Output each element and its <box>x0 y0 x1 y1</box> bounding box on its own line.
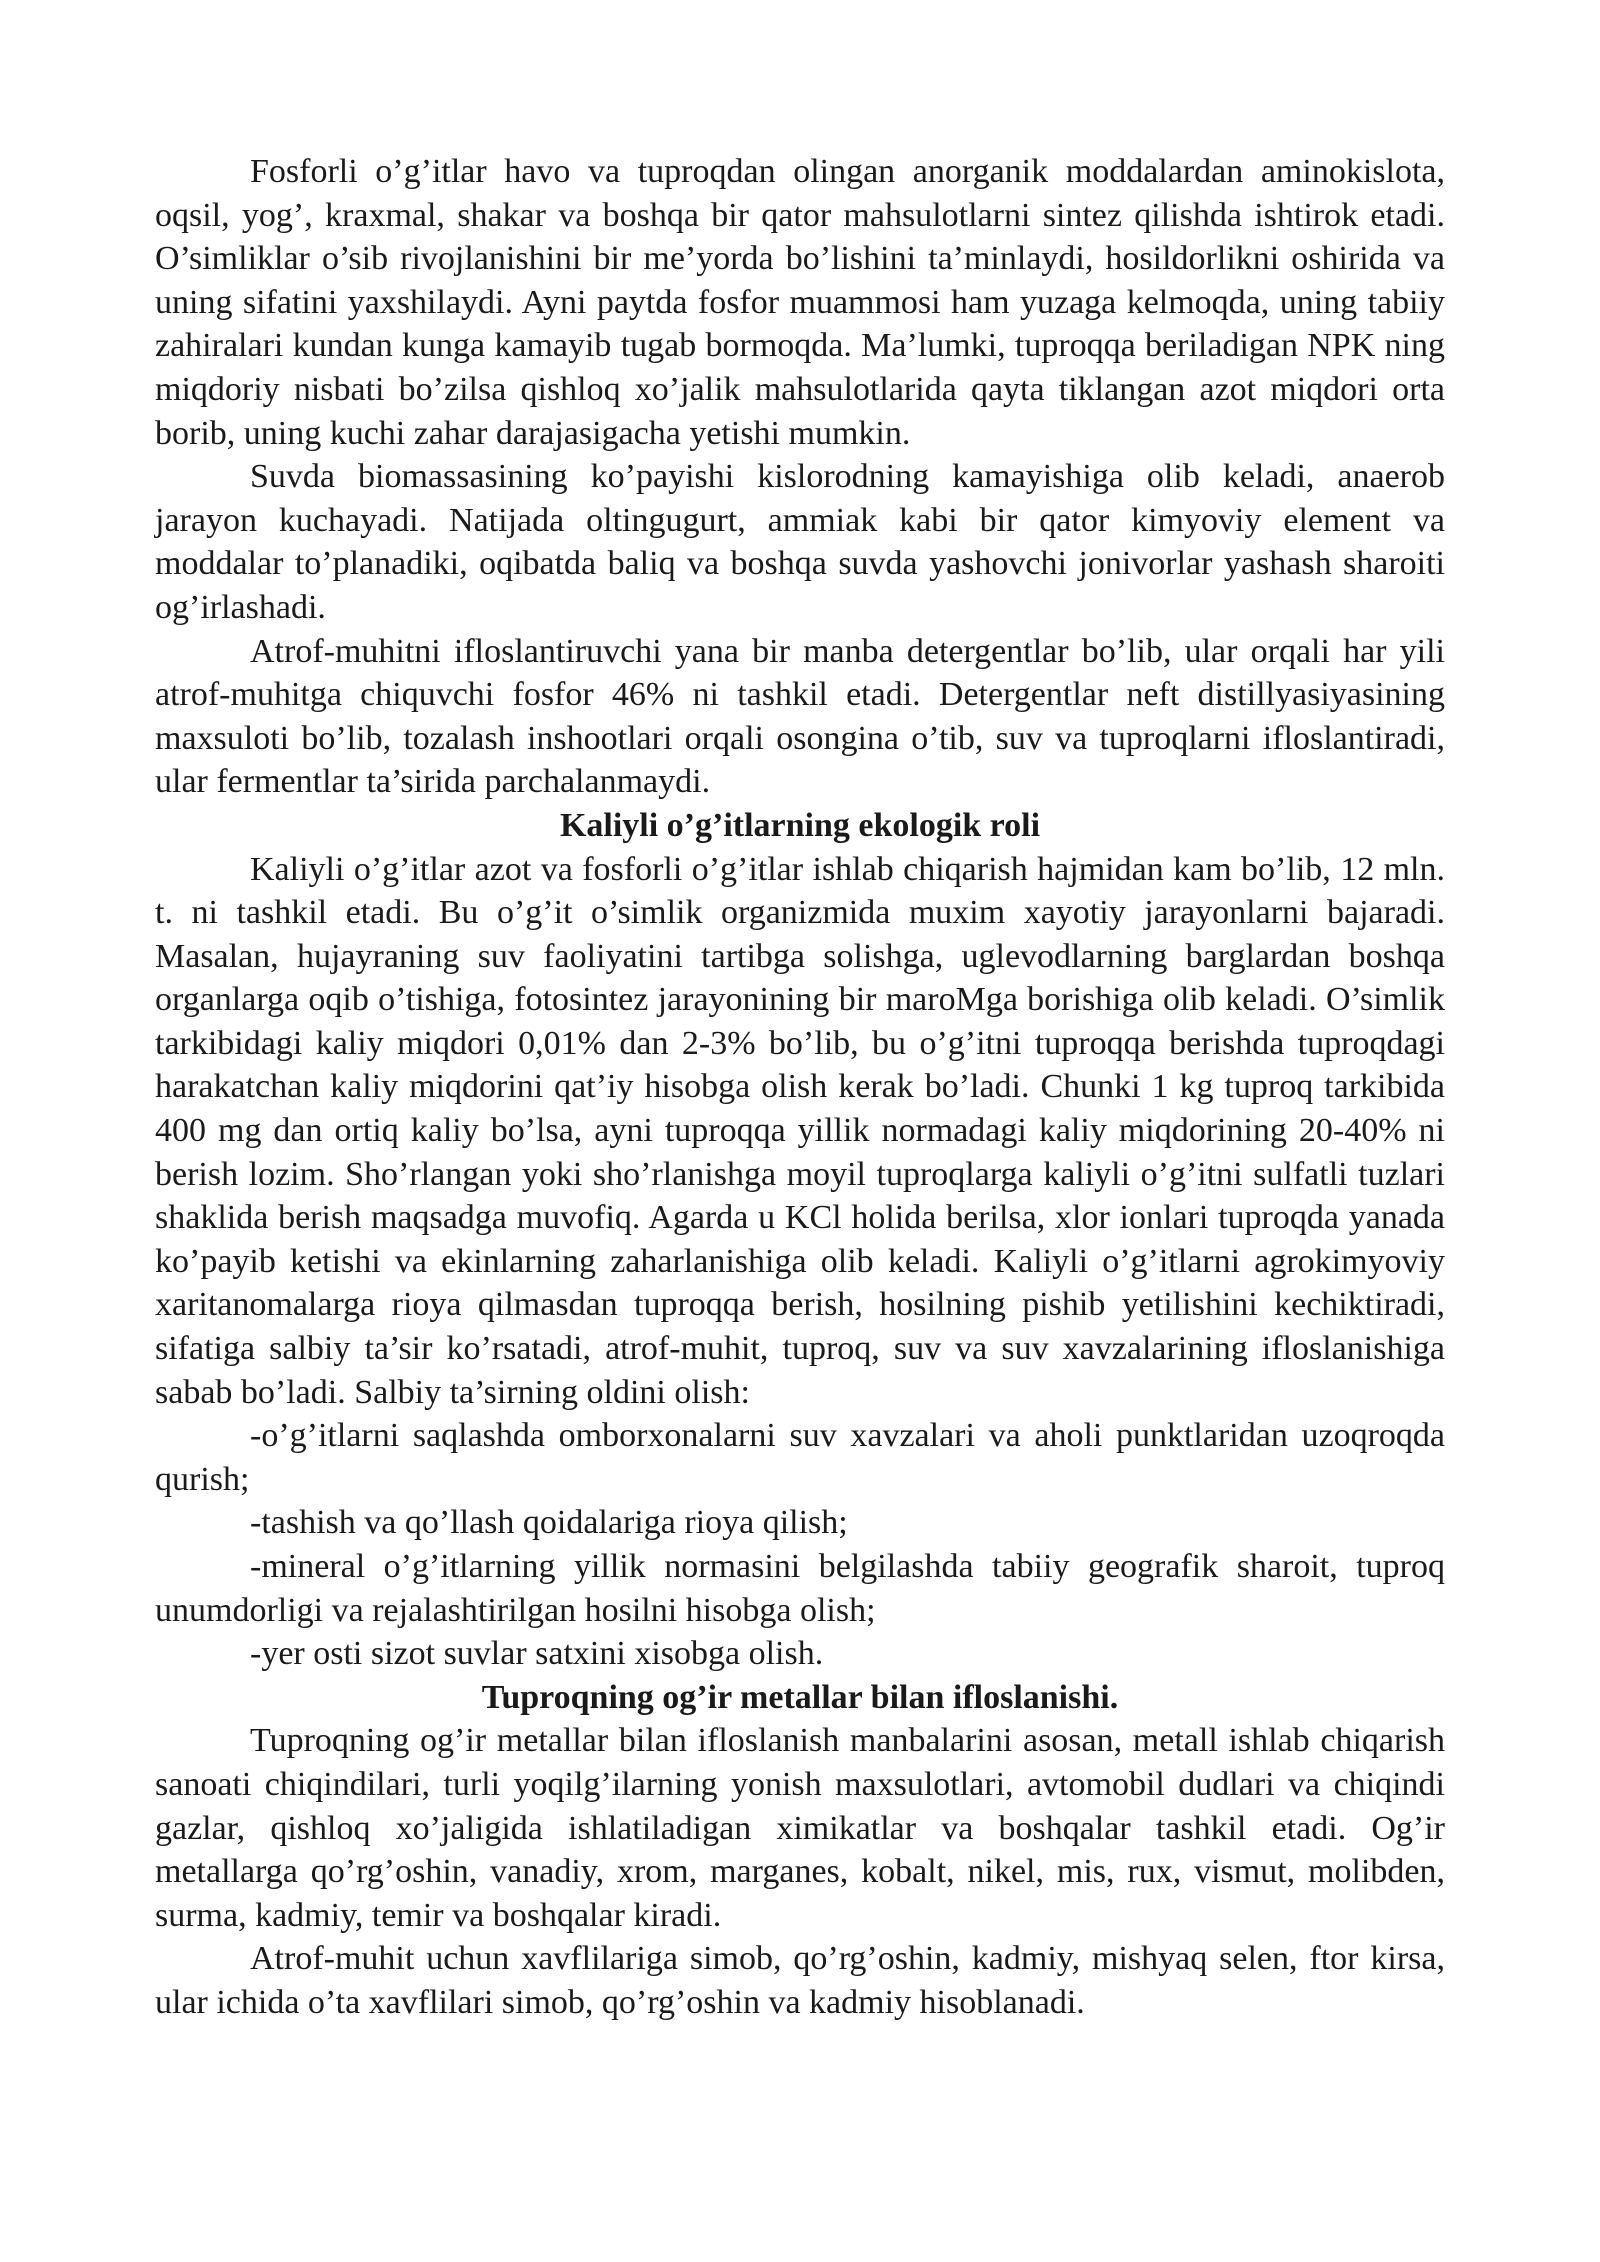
paragraph: Suvda biomassasining ko’payishi kislorodning kamayishiga olib keladi, anaerob jarayon kuchayadi. Natijada oltingugurt, ammiak kabi bir qator kimyoviy element va moddalar to’planadiki, oqibatda baliq va boshqa suvda yashovchi jonivorlar yashash sharoiti og’irlashadi. <box>155 458 1445 626</box>
list-item: -mineral o’g’itlarning yillik normasini belgilashda tabiiy geografik sharoit, tuproq unumdorligi va rejalashtirilgan hosilni hisobga olish; <box>155 1548 1445 1629</box>
section-heading: Tuproqning og’ir metallar bilan ifloslanishi. <box>481 1678 1119 1716</box>
document-page <box>155 150 1445 2025</box>
paragraph: Kaliyli o’g’itlar azot va fosforli o’g’itlar ishlab chiqarish hajmidan kam bo’lib, 12 mln. t. ni tashkil etadi. Bu o’g’it o’simlik organizmida muxim xayotiy jarayonlarni bajaradi. Masalan, hujayraning suv faoliyatini tartibga solishga, uglevodlarning barglardan boshqa organlarga oqib o’tishiga, fotosintez jarayonining bir maroMga borishiga olib keladi. O’simlik tarkibidagi kaliy miqdori 0,01% dan 2-3% bo’lib, bu o’g’itni tuproqqa berishda tuproqdagi harakatchan kaliy miqdorini qat’iy hisobga olish kerak bo’ladi. Chunki 1 kg tuproq tarkibida 400 mg dan ortiq kaliy bo’lsa, ayni tuproqqa yillik normadagi kaliy miqdorining 20-40% ni berish lozim. Sho’rlangan yoki sho’rlanishga moyil tuproqlarga kaliyli o’g’itni sulfatli tuzlari shaklida berish maqsadga muvofiq. Agarda u KCl holida berilsa, xlor ionlari tuproqda yanada ko’payib ketishi va ekinlarning zaharlanishiga olib keladi. Kaliyli o’g’itlarni agrokimyoviy xaritanomalarga rioya qilmasdan tuproqqa berish, hosilning pishib yetilishini kechiktiradi, sifatiga salbiy ta’sir ko’rsatadi, atrof-muhit, tuproq, suv va suv xavzalarining ifloslanishiga sabab bo’ladi. Salbiy ta’sirning oldini olish: <box>155 850 1445 1411</box>
paragraph: Tuproqning og’ir metallar bilan ifloslanish manbalarini asosan, metall ishlab chiqarish sanoati chiqindilari, turli yoqilg’ilarning yonish maxsulotlari, avtomobil dudlari va chiqindi gazlar, qishloq xo’jaligida ishlatiladigan ximikatlar va boshqalar tashkil etadi. Og’ir metallarga qo’rg’oshin, vanadiy, xrom, marganes, kobalt, nikel, mis, rux, vismut, molibden, surma, kadmiy, temir va boshqalar kiradi. <box>155 1722 1445 1934</box>
list-item: -tashish va qo’llash qoidalariga rioya qilish; <box>250 1504 848 1542</box>
paragraph: Atrof-muhit uchun xavflilariga simob, qo’rg’oshin, kadmiy, mishyaq selen, ftor kirsa, ular ichida o’ta xavflilari simob, qo’rg’oshin va kadmiy hisoblanadi. <box>155 1940 1445 2021</box>
section-heading: Kaliyli o’g’itlarning ekologik roli <box>559 806 1041 844</box>
paragraph: Fosforli o’g’itlar havo va tuproqdan olingan anorganik moddalardan aminokislota, oqsil, yog’, kraxmal, shakar va boshqa bir qator mahsulotlarni sintez qilishda ishtirok etadi. O’simliklar o’sib rivojlanishini bir me’yorda bo’lishini ta’minlaydi, hosildorlikni oshirida va uning sifatini yaxshilaydi. Ayni paytda fosfor muammosi ham yuzaga kelmoqda, uning tabiiy zahiralari kundan kunga kamayib tugab bormoqda. Ma’lumki, tuproqqa beriladigan NPK ning miqdoriy nisbati bo’zilsa qishloq xo’jalik mahsulotlarida qayta tiklangan azot miqdori orta borib, uning kuchi zahar darajasigacha yetishi mumkin. <box>155 153 1445 452</box>
list-item: -o’g’itlarni saqlashda omborxonalarni suv xavzalari va aholi punktlaridan uzoqroqda qurish; <box>155 1417 1445 1498</box>
paragraph: Atrof-muhitni ifloslantiruvchi yana bir manba detergentlar bo’lib, ular orqali har yili atrof-muhitga chiquvchi fosfor 46% ni tashkil etadi. Detergentlar neft distillyasiyasining maxsuloti bo’lib, tozalash inshootlari orqali osongina o’tib, suv va tuproqlarni ifloslantiradi, ular fermentlar ta’sirida parchalanmaydi. <box>155 632 1445 801</box>
list-item: -yer osti sizot suvlar satxini xisobga olish. <box>250 1635 824 1673</box>
